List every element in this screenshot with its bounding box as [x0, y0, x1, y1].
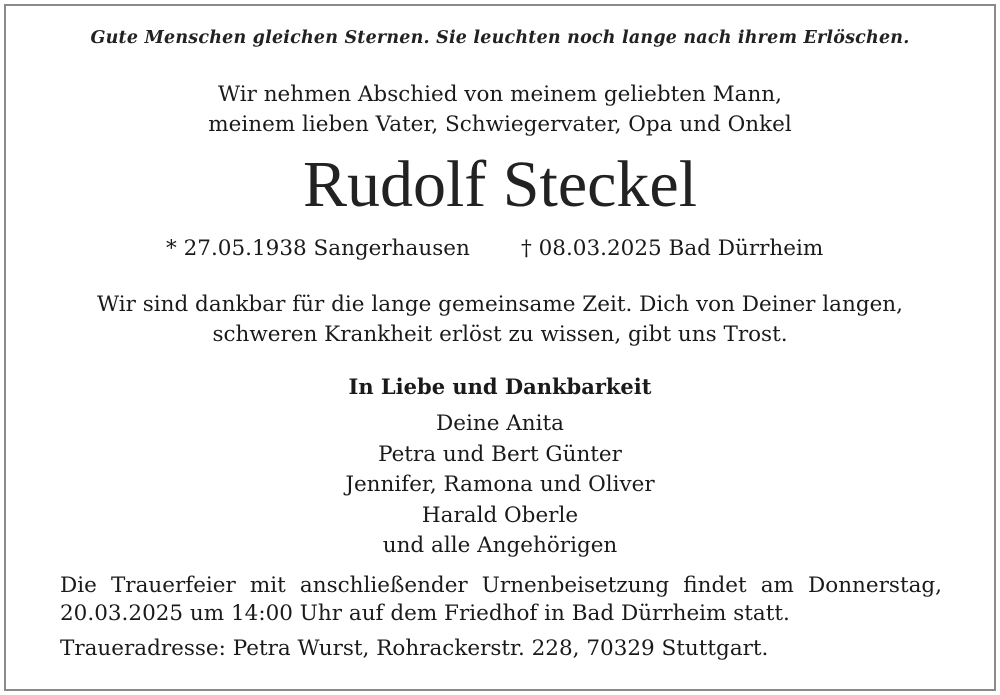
family-member: Petra und Bert Günter — [378, 441, 622, 467]
funeral-info — [60, 572, 942, 628]
love-heading: In Liebe und Dankbarkeit — [348, 374, 652, 399]
mourning-address: Traueradresse: Petra Wurst, Rohrackerstr. 228, 70329 Stuttgart. — [60, 636, 769, 661]
intro-text — [0, 80, 1000, 140]
family-member: Harald Oberle — [421, 502, 579, 528]
intro-line: Wir nehmen Abschied von meinem geliebten Mann, — [217, 82, 782, 107]
funeral-line: 20.03.2025 um 14:00 Uhr auf dem Friedhof in Bad Dürrheim statt. — [60, 601, 790, 626]
family-member: Jennifer, Ramona und Oliver — [345, 472, 655, 497]
death-date: † 08.03.2025 Bad Dürrheim — [521, 236, 824, 261]
motto-quote: Gute Menschen gleichen Sternen. Sie leuchten noch lange nach ihrem Erlöschen. — [90, 28, 910, 48]
family-list — [0, 409, 1000, 562]
funeral-line: Die Trauerfeier mit anschließender Urnenbeisetzung findet am Donnerstag, — [60, 573, 942, 598]
family-member: und alle Angehörigen — [382, 533, 618, 558]
intro-line: meinem lieben Vater, Schwiegervater, Opa und Onkel — [208, 112, 792, 137]
life-dates — [0, 236, 1000, 266]
thanks-line: schweren Krankheit erlöst zu wissen, gibt uns Trost. — [212, 322, 788, 347]
thanks-line: Wir sind dankbar für die lange gemeinsame Zeit. Dich von Deiner langen, — [97, 292, 903, 317]
thanks-text — [0, 290, 1000, 350]
birth-date: * 27.05.1938 Sangerhausen — [166, 236, 470, 261]
deceased-name: Rudolf Steckel — [302, 148, 698, 221]
family-member: Deine Anita — [436, 411, 564, 436]
